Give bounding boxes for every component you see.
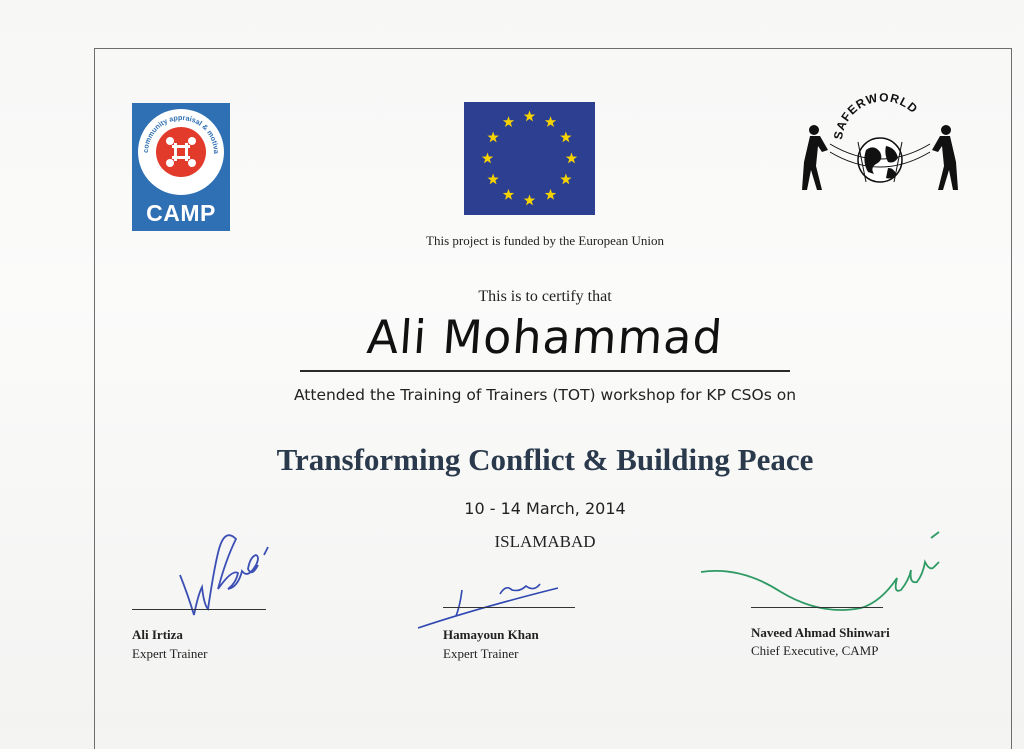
eu-star-icon <box>482 153 493 164</box>
eu-star-icon <box>524 195 535 206</box>
camp-ring-text: community appraisal & motivation programme <box>128 96 222 154</box>
eu-flag-logo <box>464 102 595 215</box>
eu-stars <box>464 102 595 215</box>
name-underline <box>300 370 790 372</box>
signatory-2-name: Hamayoun Khan <box>443 627 539 642</box>
eu-star-icon <box>566 153 577 164</box>
signatory-1-name: Ali Irtiza <box>132 627 183 642</box>
recipient-name: Ali Mohammad <box>365 310 725 364</box>
funding-note: This project is funded by the European Union <box>426 233 664 248</box>
camp-logo-label: CAMP <box>146 200 216 226</box>
eu-star-icon <box>545 116 556 127</box>
signatory-2-role: Expert Trainer <box>443 646 519 661</box>
workshop-location: ISLAMABAD <box>494 532 596 551</box>
eu-star-icon <box>503 189 514 200</box>
attended-text: Attended the Training of Trainers (TOT) workshop for KP CSOs on <box>293 386 797 404</box>
workshop-dates: 10 - 14 March, 2014 <box>464 499 626 518</box>
signatory-3-name: Naveed Ahmad Shinwari <box>751 625 890 640</box>
signatory-1-role: Expert Trainer <box>132 646 208 661</box>
signatory-3-role: Chief Executive, CAMP <box>751 643 879 658</box>
eu-star-icon <box>524 111 535 122</box>
signature-ali-irtiza <box>160 515 280 635</box>
signature-line-3 <box>751 607 883 608</box>
eu-star-icon <box>560 174 571 185</box>
signature-line-1 <box>132 609 266 610</box>
saferworld-emblem <box>800 90 960 202</box>
eu-star-icon <box>487 174 498 185</box>
saferworld-label: SAFERWORLD <box>830 90 921 141</box>
certify-text: This is to certify that <box>478 288 612 305</box>
eu-star-icon <box>545 189 556 200</box>
signature-line-2 <box>443 607 575 608</box>
workshop-title: Transforming Conflict & Building Peace <box>276 442 814 477</box>
camp-logo <box>128 96 230 231</box>
eu-star-icon <box>487 132 498 143</box>
eu-star-icon <box>503 116 514 127</box>
saferworld-logo <box>800 90 960 202</box>
eu-star-icon <box>560 132 571 143</box>
